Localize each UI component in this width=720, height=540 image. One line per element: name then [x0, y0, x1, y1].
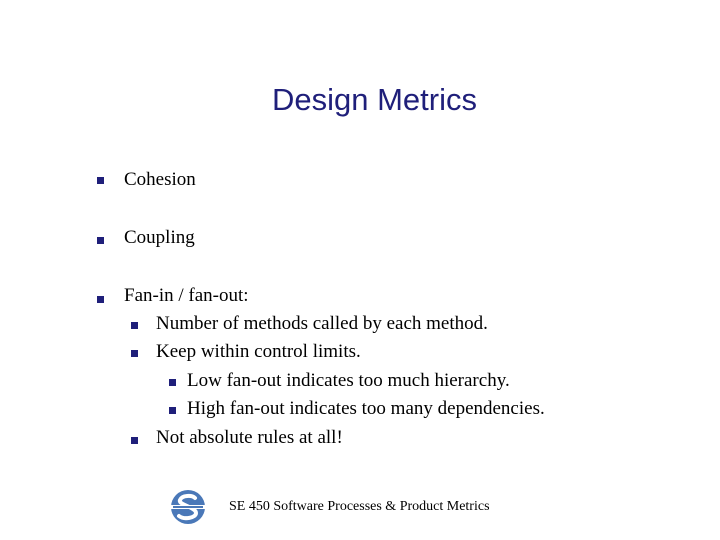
bullet-fan-in-fan-out: Fan-in / fan-out: [124, 285, 249, 306]
bullet-coupling: Coupling [124, 227, 195, 248]
sub-bullet-control-limits: Keep within control limits. [156, 341, 361, 362]
sub-bullet-methods-called: Number of methods called by each method. [156, 313, 488, 334]
bullet-cohesion: Cohesion [124, 169, 196, 190]
sub-sub-bullet-marker [169, 379, 176, 386]
sub-sub-bullet-marker [169, 407, 176, 414]
bullet-marker [97, 237, 104, 244]
sub-bullet-marker [131, 437, 138, 444]
se-logo-icon [168, 487, 208, 532]
sub-bullet-marker [131, 350, 138, 357]
bullet-marker [97, 177, 104, 184]
sub-sub-bullet-low-fan-out: Low fan-out indicates too much hierarchy. [187, 370, 510, 391]
bullet-marker [97, 296, 104, 303]
sub-bullet-not-absolute: Not absolute rules at all! [156, 427, 343, 448]
sub-bullet-marker [131, 322, 138, 329]
slide-title: Design Metrics [272, 82, 477, 117]
sub-sub-bullet-high-fan-out: High fan-out indicates too many dependencies. [187, 398, 545, 419]
footer-text: SE 450 Software Processes & Product Metrics [229, 499, 490, 514]
